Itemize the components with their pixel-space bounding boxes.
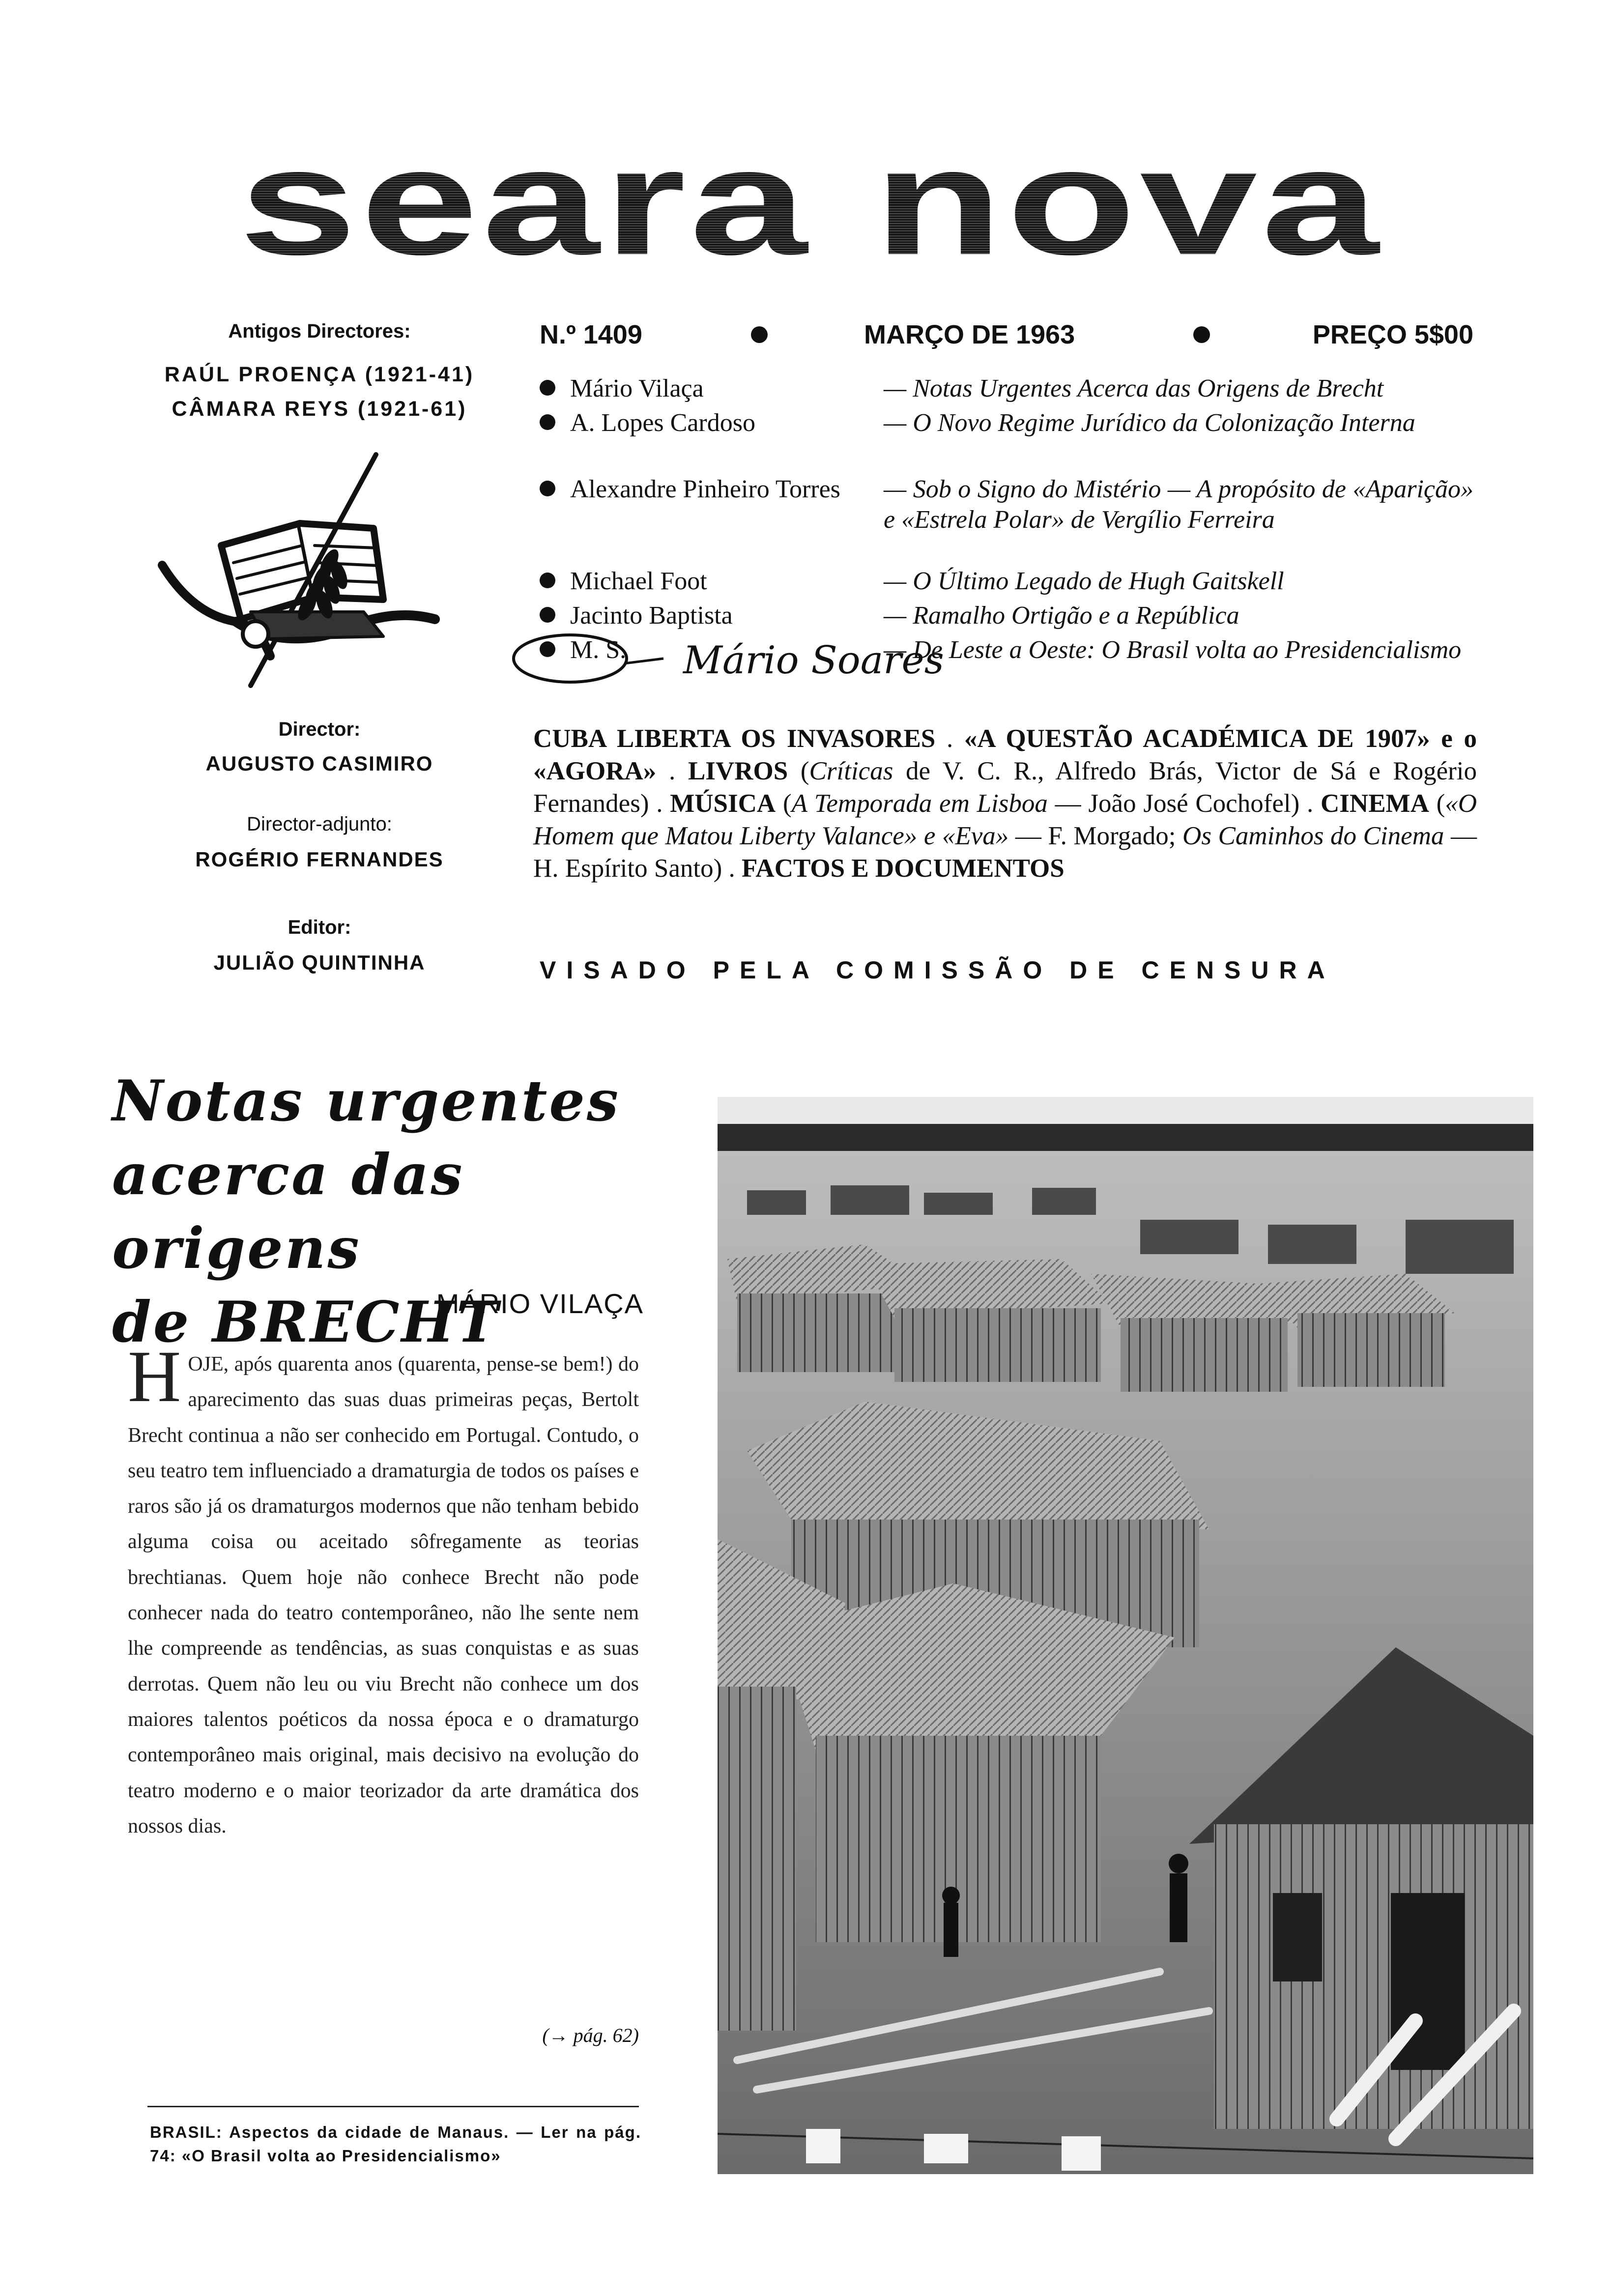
contents-title: — O Novo Regime Jurídico da Colonização Interna <box>884 409 1415 437</box>
bullet-icon <box>540 414 555 430</box>
sections-list: CUBA LIBERTA OS INVASORES . «A QUESTÃO ACADÉMICA DE 1907» e o «AGORA» . LIVROS (Críticas de V. C. R., Alfredo Brás, Victor de Sá e Rogério Fernandes) . MÚSICA (A Temporada em Lisboa — João José Cochofel) . CINEMA («O Homem que Matou Liberty Valance» e «Eva» — F. Morgado; Os Caminhos do Cinema — H. Espírito Santo) . FACTOS E DOCUMENTOS <box>533 724 1477 883</box>
bullet-icon <box>1193 326 1210 343</box>
manaus-photo <box>718 1097 1533 2174</box>
section-livros: LIVROS <box>688 757 788 785</box>
photo-caption: BRASIL: Aspectos da cidade de Manaus. — Ler na pág. 74: «O Brasil volta ao Presidencialismo» <box>150 2123 641 2165</box>
editor-name: JULIÃO QUINTINHA <box>213 951 426 974</box>
director-label: Director: <box>278 718 361 740</box>
contents-title: — Notas Urgentes Acerca das Origens de Brecht <box>884 374 1384 402</box>
bullet-icon <box>751 326 768 343</box>
deputy-director-name: ROGÉRIO FERNANDES <box>195 848 444 871</box>
section-livros-detail-italic: Críticas <box>809 757 893 785</box>
handwritten-note: Mário Soares <box>683 638 944 683</box>
contents-author: Mário Vilaça <box>570 374 704 402</box>
article-body <box>128 1336 639 1844</box>
section-musica: MÚSICA <box>670 789 776 818</box>
contents-author: Jacinto Baptista <box>570 602 733 630</box>
director-name: AUGUSTO CASIMIRO <box>205 752 433 775</box>
bullet-icon <box>540 380 555 396</box>
former-director-1: RAÚL PROENÇA (1921-41) <box>164 363 475 386</box>
article-title-line: Notas urgentes <box>112 1068 621 1134</box>
article-text: OJE, após quarenta anos (quarenta, pense-se bem!) do aparecimento das suas duas primeiras peças, Bertolt Brecht continua a não ser conhecido em Portugal. Contudo, o seu teatro tem influenciado a dramaturgia de todos os países e raros são já os dramaturgos modernos que não tenham bebido alguma coisa ou aceitado sôfregamente as teorias brechtianas. Quem hoje não conhece Brecht não pode conhecer nada do teatro contemporâneo, não lhe sente nem lhe compreende as tendências, as suas conquistas e as suas derrotas. Quem não leu ou viu Brecht não conhece um dos maiores talentos poéticos da nossa época e o dramaturgo contemporâneo mais original, mais decisivo na evolução do teatro moderno e o maior teorizador da arte dramática dos nossos dias. <box>128 1353 639 1837</box>
former-directors-label: Antigos Directores: <box>228 320 411 342</box>
contents-author: A. Lopes Cardoso <box>570 409 755 437</box>
contents-author: Alexandre Pinheiro Torres <box>570 475 840 503</box>
contents-author: M. S. <box>570 636 627 664</box>
article-title-line: acerca das origens <box>112 1142 464 1281</box>
section-cinema-detail-italic-2: Os Caminhos do Cinema <box>1182 822 1444 850</box>
article-title-line: de BRECHT <box>112 1289 500 1355</box>
caption-divider <box>147 2106 639 2107</box>
contents-title: — Sob o Signo do Mistério — A propósito de «Aparição» e «Estrela Polar» de Vergílio Ferreira <box>884 475 1473 534</box>
handwritten-annotation <box>506 619 944 732</box>
section-cinema: CINEMA <box>1321 789 1429 818</box>
drop-cap: H <box>128 1336 181 1417</box>
bullet-icon <box>540 573 555 588</box>
continuation-note: (→ pág. 62) <box>542 2024 639 2046</box>
seara-nova-emblem-icon <box>152 450 457 700</box>
section-cinema-detail-2: — H. Espírito Santo) <box>533 822 1477 883</box>
issue-price: PREÇO 5$00 <box>1312 320 1473 349</box>
section-cinema-detail-1: — F. Morgado; <box>1015 822 1176 850</box>
bullet-icon <box>540 481 555 496</box>
issue-bar <box>540 319 1473 354</box>
section-cinema-detail-italic-1: «O Homem que Matou Liberty Valance» e «Eva» <box>533 789 1477 850</box>
censorship-notice: VISADO PELA COMISSÃO DE CENSURA <box>540 956 1335 984</box>
contents-author: Michael Foot <box>570 567 707 595</box>
contents-title: — De Leste a Oeste: O Brasil volta ao Presidencialismo <box>884 636 1462 664</box>
section-cuba: CUBA LIBERTA OS INVASORES <box>533 724 936 753</box>
masthead-title: seara nova <box>239 116 1383 287</box>
issue-date: MARÇO DE 1963 <box>864 320 1075 349</box>
section-musica-detail-italic: A Temporada em Lisboa <box>791 789 1048 818</box>
deputy-director-label: Director-adjunto: <box>247 813 392 835</box>
contents-title: — O Último Legado de Hugh Gaitskell <box>884 567 1284 595</box>
issue-number: N.º 1409 <box>540 320 642 349</box>
section-musica-detail: — João José Cochofel) <box>1055 789 1300 818</box>
section-questao-academica: «A QUESTÃO ACADÉMICA DE 1907» e o «AGORA» <box>533 724 1477 785</box>
former-director-2: CÂMARA REYS (1921-61) <box>172 397 467 421</box>
section-factos: FACTOS E DOCUMENTOS <box>741 854 1065 883</box>
masthead-logo <box>123 116 1499 287</box>
contents-title: — Ramalho Ortigão e a República <box>884 602 1239 630</box>
editor-label: Editor: <box>288 917 351 938</box>
article-author: MÁRIO VILAÇA <box>436 1288 644 1319</box>
section-livros-detail: de V. C. R., Alfredo Brás, Victor de Sá e Rogério Fernandes) <box>533 757 1477 818</box>
